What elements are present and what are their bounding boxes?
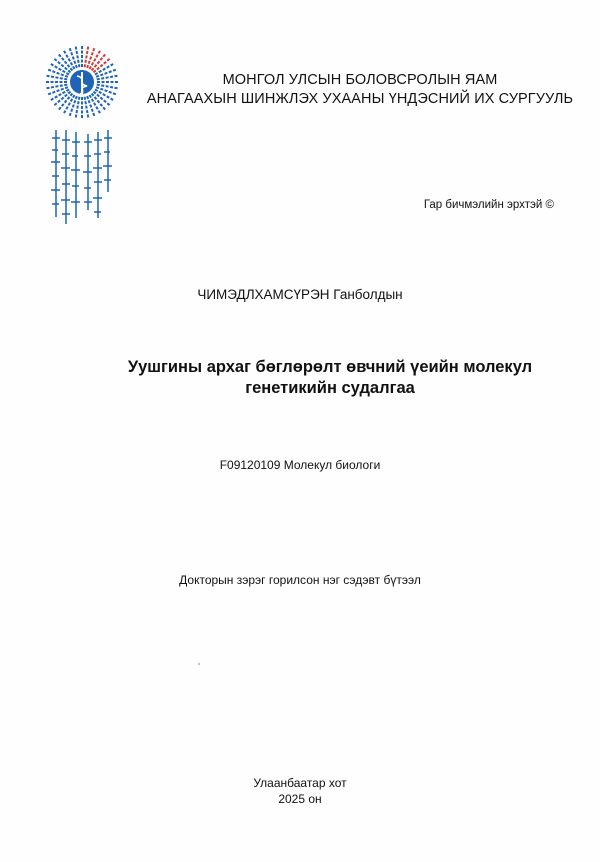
place-and-year — [0, 775, 600, 807]
author-name: ЧИМЭДЛХАМСҮРЭН Ганболдын — [197, 287, 403, 302]
copyright-note: Гар бичмэлийн эрхтэй © — [423, 199, 554, 211]
university-logo-icon — [42, 42, 122, 232]
place-name: Улаанбаатар хот — [253, 776, 347, 790]
university-name: АНАГААХЫН ШИНЖЛЭХ УХААНЫ ҮНДЭСНИЙ ИХ СУРГУУЛЬ — [146, 91, 574, 107]
ministry-name: МОНГОЛ УЛСЫН БОЛОВСРОЛЫН ЯАМ — [222, 72, 498, 88]
specialty-code: F09120109 Молекул биологи — [219, 458, 381, 472]
thesis-title-line-2: генетикийн судалгаа — [245, 379, 415, 397]
thesis-title-line-1: Уушгины архаг бөглөрөлт өвчний үеийн молекул — [127, 358, 533, 376]
publication-year: 2025 он — [278, 792, 322, 806]
scan-speck — [198, 663, 200, 665]
thesis-title — [80, 357, 580, 399]
degree-statement: Докторын зэрэг горилсон нэг сэдэвт бүтээл — [179, 573, 421, 587]
ministry-heading — [130, 71, 590, 109]
